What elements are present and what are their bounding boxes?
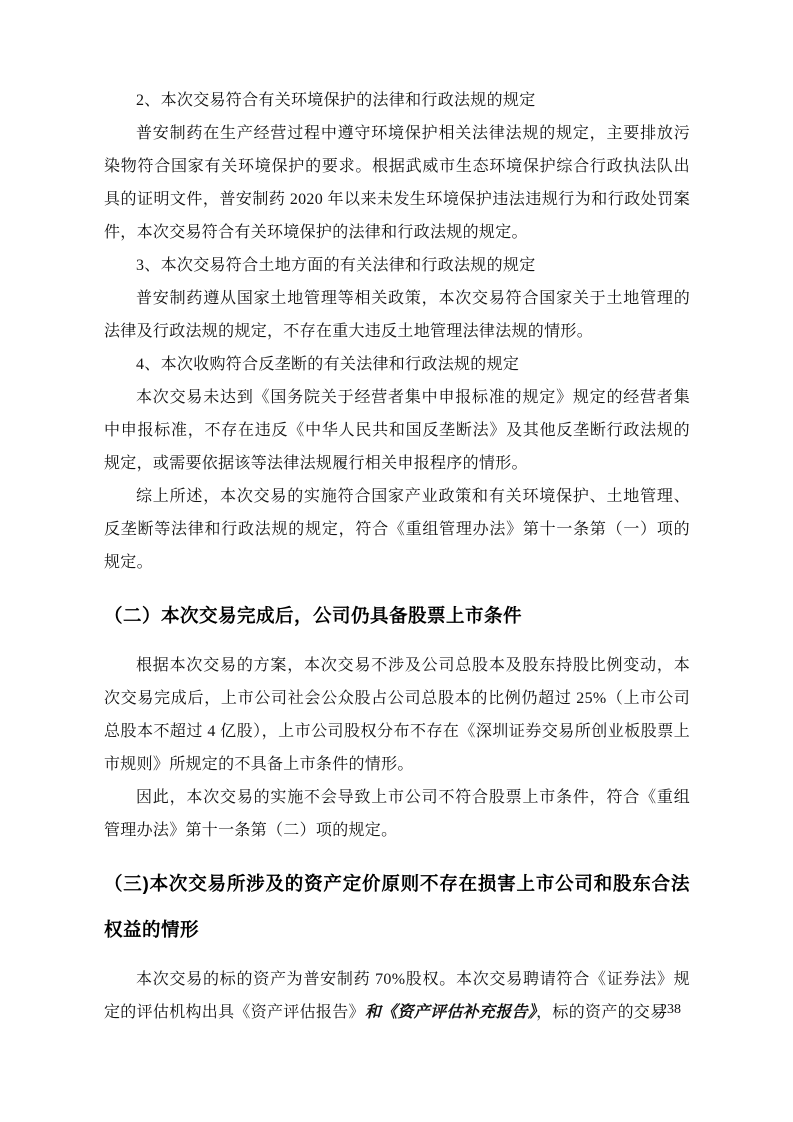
paragraph-listing-conclusion: 因此，本次交易的实施不会导致上市公司不符合股票上市条件，符合《重组管理办法》第十一条第（二）项的规定。 — [104, 789, 690, 839]
paragraph-land-compliance: 普安制药遵从国家土地管理等相关政策，本次交易符合国家关于土地管理的法律及行政法规的规定，不存在重大违反土地管理法律法规的情形。 — [104, 290, 690, 340]
asset-pricing-text-bold-report: 和《资产评估补充报告》 — [364, 1004, 537, 1021]
paragraph-antitrust-compliance: 本次交易未达到《国务院关于经营者集中申报标准的规定》规定的经营者集中申报标准，不存在违反《中华人民共和国反垄断法》及其他反垄断行政法规的规定，或需要依据该等法律法规履行相关申报程序的情形。 — [104, 389, 690, 472]
page-number: 238 — [660, 1002, 681, 1017]
asset-pricing-text-regular-1: 本次交易的标的资产为普安制药 70%股权。本次交易聘请符合《证券法》规定的评估机构出具《资产评估报告》 — [104, 971, 690, 1021]
subheading-env-laws: 2、本次交易符合有关环境保护的法律和行政法规的规定 — [136, 92, 536, 109]
paragraph-env-compliance: 普安制药在生产经营过程中遵守环境保护相关法律法规的规定，主要排放污染物符合国家有关环境保护的要求。根据武威市生态环境保护综合行政执法队出具的证明文件，普安制药 2020 年以来未发生环境保护违法违规行为和行政处罚案件，本次交易符合有关环境保护的法律和行政法规的规定。 — [104, 125, 690, 241]
subheading-land-laws: 3、本次交易符合土地方面的有关法律和行政法规的规定 — [136, 257, 536, 274]
paragraph-listing-conditions: 根据本次交易的方案，本次交易不涉及公司总股本及股东持股比例变动，本次交易完成后，上市公司社会公众股占公司总股本的比例仍超过 25%（上市公司总股本不超过 4 亿股），上市公司股权分布不存在《深圳证券交易所创业板股票上市规则》所规定的不具备上市条件的情形。 — [104, 657, 690, 773]
asset-pricing-text-regular-2: ，标的资产的交易 — [536, 1004, 667, 1021]
document-content — [104, 84, 690, 1029]
section-heading-asset-pricing: （三)本次交易所涉及的资产定价原则不存在损害上市公司和股东合法权益的情形 — [104, 873, 690, 940]
paragraph-summary-conclusion: 综上所述，本次交易的实施符合国家产业政策和有关环境保护、土地管理、反垄断等法律和行政法规的规定，符合《重组管理办法》第十一条第（一）项的规定。 — [104, 488, 690, 571]
paragraph-asset-pricing — [104, 963, 690, 1029]
subheading-antitrust-laws: 4、本次收购符合反垄断的有关法律和行政法规的规定 — [136, 356, 520, 373]
section-heading-listing-conditions: （二）本次交易完成后，公司仍具备股票上市条件 — [104, 605, 523, 626]
